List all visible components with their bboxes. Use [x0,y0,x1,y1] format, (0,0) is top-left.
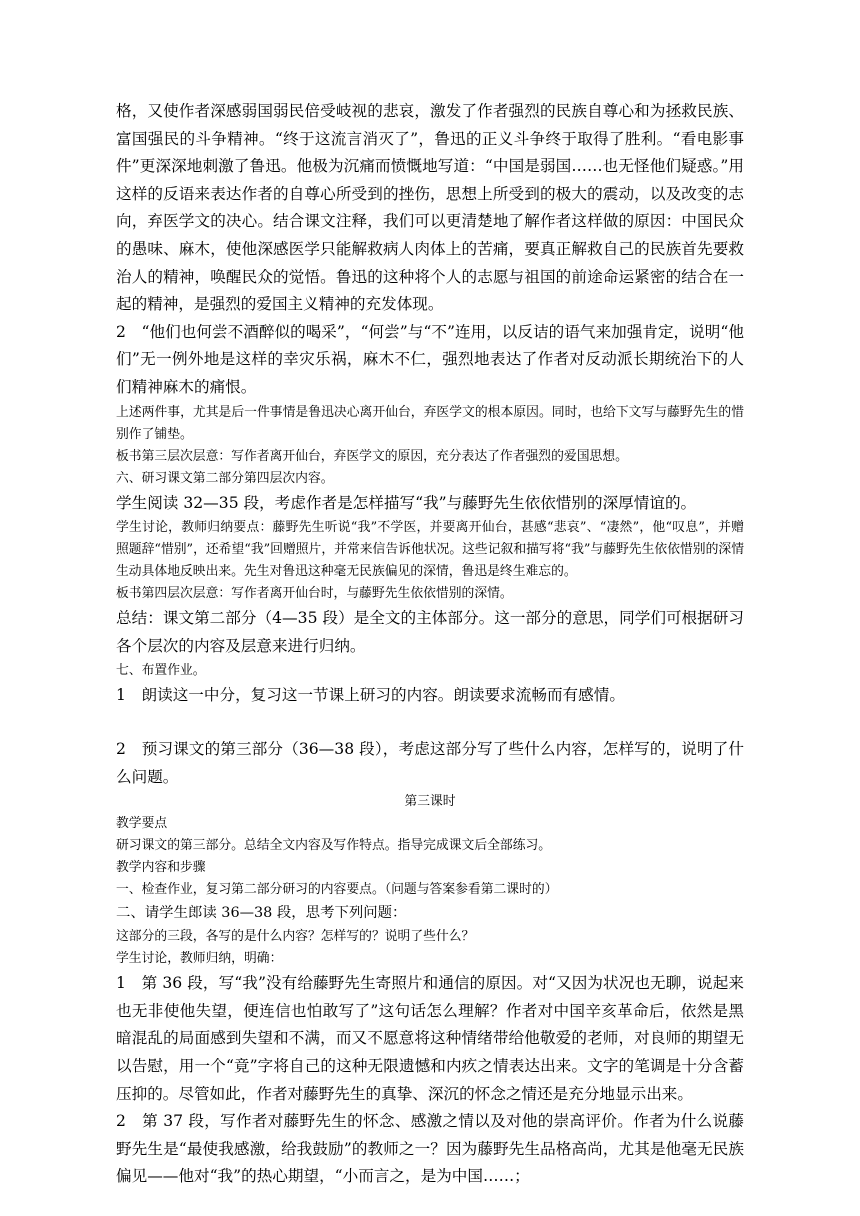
heading-section-6: 六、研习课文第二部分第四层次内容。 [116,470,334,486]
paragraph-point-36: 1 第 36 段，写“我”没有给藤野先生寄照片和通信的原因。对“又因为状况也无聊，说起来也无非使他失望，便连信也怕敢写了”这句话怎么理解？作者对中国辛亥革命后，依然是黑暗混乱的局面感到失望和不满，而又不愿意将这种情绪带给他敬爱的老师，对良师的期望无以告慰，用一个“竟”字将自己的这种无限遗憾和内疚之情表达出来。文字的笔调是十分含蓄压抑的。尽管如此，作者对藤野先生的真挚、深沉的怀念之情还是充分地显示出来。 [116,974,744,1103]
paragraph-questions: 这部分的三段，各写的是什么内容？怎样写的？说明了些什么？ [116,929,475,945]
paragraph-patriotism-analysis: 格，又使作者深感弱国弱民倍受岐视的悲哀，激发了作者强烈的民族自尊心和为拯救民族、富国强民的斗争精神。“终于这流言消灭了”，鲁迅的正义斗争终于取得了胜利。“看电影事件”更深深地刺激了鲁迅。他极为沉痛而愤慨地写道：“中国是弱国……也无怪他们疑惑。”用这样的反语来表达作者的自尊心所受到的挫伤，思想上所受到的极大的震动，以及改变的志向，弃医学文的决心。结合课文注释，我们可以更清楚地了解作者这样做的原因：中国民众的愚味、麻木，使他深感医学只能解救病人肉体上的苦痛，要真正解救自己的民族首先要救治人的精神，唤醒民众的觉悟。鲁迅的这种将个人的志愿与祖国的前途命运紧密的结合在一起的精神，是强烈的爱国主义精神的充发体现。 [116,102,744,314]
paragraph-step-1: 一、检查作业，复习第二部分研习的内容要点。（问题与答案参看第二课时的） [116,882,558,898]
heading-third-lesson: 第三课时 [404,794,456,810]
paragraph-point-37: 2 第 37 段，写作者对藤野先生的怀念、感激之情以及对他的崇高评价。作者为什么说藤野先生是“最使我感激，给我鼓励”的教师之一？因为藤野先生品格高尚，尤其是他毫无民族偏见——他对“我”的热心期望，“小而言之，是为中国……； [116,1112,744,1186]
heading-section-7: 七、布置作业。 [116,663,206,679]
paragraph-two-events-summary: 上述两件事，尤其是后一件事情是鲁迅决心离开仙台，弃医学文的根本原因。同时，也给下文写与藤野先生的惜别作了铺垫。 [116,404,744,442]
heading-teaching-points: 教学要点 [116,816,168,832]
paragraph-point-2-applause: 2 “他们也何尝不酒醉似的喝采”，“何尝”与“不”连用，以反诘的语气来加强肯定，说明“他们”无一例外地是这样的幸灾乐祸，麻木不仁，强烈地表达了作者对反动派长期统治下的人们精神麻木的痛恨。 [116,322,744,396]
paragraph-teaching-points: 研习课文的第三部分。总结全文内容及写作特点。指导完成课文后全部练习。 [116,838,552,854]
paragraph-step-2: 二、请学生郎读 36—38 段，思考下列问题： [116,905,407,922]
paragraph-discussion-clarify: 学生讨论，教师归纳，明确： [116,951,283,967]
blank-line [116,710,744,736]
document-page [116,98,744,1191]
paragraph-discussion-farewell: 学生讨论，教师归纳要点：藤野先生听说“我”不学医，并要离开仙台，甚感“悲哀”、“凄然”，他“叹息”，并赠照题辞“惜别”，还希望“我”回赠照片，并常来信告诉他状况。这些记叙和描写将“我”与藤野先生依依惜别的深情生动具体地反映出来。先生对鲁迅这种毫无民族偏见的深情，鲁迅是终生难忘的。 [116,520,744,580]
paragraph-read-32-35: 学生阅读 32—35 段，考虑作者是怎样描写“我”与藤野先生依依惜别的深厚情谊的。 [116,493,697,512]
paragraph-board-layer-3: 板书第三层次层意：写作者离开仙台，弃医学文的原因，充分表达了作者强烈的爱国思想。 [116,448,628,464]
paragraph-homework-2: 2 预习课文的第三部分（36—38 段），考虑这部分写了些什么内容，怎样写的，说明了什么问题。 [116,739,744,786]
paragraph-board-layer-4: 板书第四层次层意：写作者离开仙台时，与藤野先生依依惜别的深情。 [116,586,513,602]
paragraph-homework-1: 1 朗读这一中分，复习这一节课上研习的内容。朗读要求流畅而有感情。 [116,686,625,705]
heading-teaching-steps: 教学内容和步骤 [116,860,206,876]
paragraph-summary-part-2: 总结：课文第二部分（4—35 段）是全文的主体部分。这一部分的意思，同学们可根据研习各个层次的内容及层意来进行归纳。 [116,609,744,655]
